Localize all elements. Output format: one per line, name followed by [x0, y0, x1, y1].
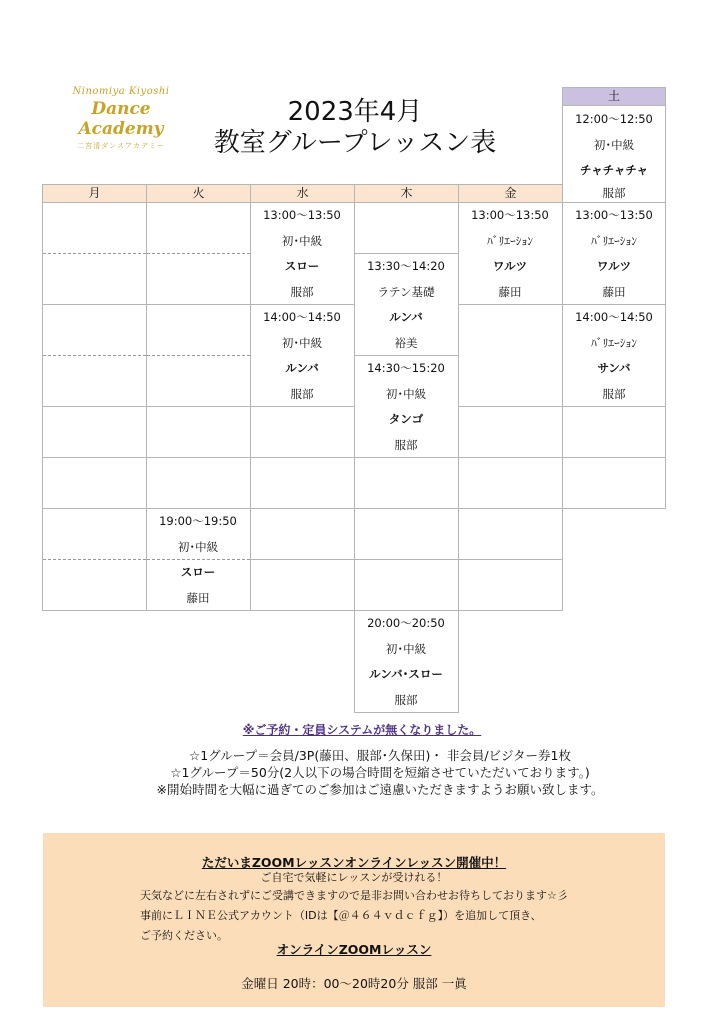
sat-top-dance: チャチャチャ — [580, 163, 648, 177]
thu3-level: 初･中級 — [385, 642, 427, 656]
wed2-teacher: 服部 — [290, 387, 314, 401]
tue3-time: 19:00～19:50 — [159, 514, 237, 528]
sat1-time: 13:00～13:50 — [575, 208, 653, 222]
sat1-level: ﾊﾞﾘｴｰｼｮﾝ — [591, 234, 637, 248]
thu-slot-0 — [354, 202, 459, 254]
tue3-teacher: 藤田 — [186, 591, 210, 605]
header-thursday: 木 — [354, 184, 459, 203]
note-line-2: ☆1グループ＝50分(2人以下の場合時間を短縮させていただいております。) — [170, 765, 590, 780]
fri1-teacher: 藤田 — [498, 285, 522, 299]
mon-slot-4 — [42, 457, 147, 509]
thu2-level: 初･中級 — [385, 387, 427, 401]
sat2-dance: サンバ — [597, 361, 631, 375]
wed-slot-4 — [250, 457, 355, 509]
online-line-2: ご自宅で気軽にレッスンが受けれる！ — [260, 871, 448, 884]
fri-slot-2 — [458, 304, 563, 407]
online-schedule: 金曜日 20時：00～20時20分 服部 一眞 — [241, 976, 467, 991]
row-divider — [147, 559, 250, 560]
thu3-dance: ルンバ･スロー — [369, 667, 443, 681]
wed-slot-3 — [250, 406, 355, 458]
tue-slot-3 — [146, 406, 251, 458]
note-line-1: ☆1グループ＝会員/3P(藤田、服部･久保田)・ 非会員/ビジター券1枚 — [188, 748, 571, 763]
online-line-4: 事前にＬＩＮＥ公式アカウント（IDは【＠４６４ｖｄｃｆｇ】）を追加して頂き、 — [140, 909, 542, 922]
tue3-dance: スロー — [180, 565, 216, 579]
thu1-teacher: 裕美 — [394, 336, 418, 350]
sat2-time: 14:00～14:50 — [575, 310, 653, 324]
reservation-notice: ※ご予約・定員システムが無くなりました。 — [242, 723, 482, 737]
thu3-time: 20:00～20:50 — [367, 616, 445, 630]
sat-top-teacher: 服部 — [602, 186, 626, 200]
sat1-teacher: 藤田 — [602, 285, 626, 299]
online-line-5: ご予約ください。 — [140, 929, 228, 942]
wed2-dance: ルンバ — [285, 361, 319, 375]
thu-slot-5 — [354, 559, 459, 611]
wed-slot-6 — [250, 559, 355, 611]
thu1-time: 13:30～14:20 — [367, 259, 445, 273]
wed1-teacher: 服部 — [290, 285, 314, 299]
row-divider — [43, 355, 146, 356]
header-saturday: 土 — [562, 87, 666, 106]
wed2-level: 初･中級 — [281, 336, 323, 350]
online-lesson-box — [43, 833, 665, 1007]
note-line-3: ※開始時間を大幅に過ぎてのご参加はご遠慮いただきますようお願い致します。 — [156, 782, 604, 797]
logo-line-3: 二宮清ダンスアカデミー — [77, 142, 165, 150]
wed2-time: 14:00～14:50 — [263, 310, 341, 324]
thu2-time: 14:30～15:20 — [367, 361, 445, 375]
thu1-level: ラテン基礎 — [377, 285, 435, 299]
rules-notes — [100, 747, 660, 798]
thu3-teacher: 服部 — [394, 693, 418, 707]
fri-slot-5 — [458, 508, 563, 560]
wed1-level: 初･中級 — [281, 234, 323, 248]
online-headline: ただいまZOOMレッスンオンラインレッスン開催中！ — [201, 855, 507, 870]
online-subtitle: オンラインZOOMレッスン — [276, 942, 432, 957]
fri-slot-6 — [458, 559, 563, 611]
row-divider — [43, 559, 146, 560]
logo-line-1: Ninomiya Kiyoshi — [72, 86, 170, 97]
tue3-level: 初･中級 — [177, 540, 219, 554]
wed1-time: 13:00～13:50 — [263, 208, 341, 222]
thu2-dance: タンゴ — [388, 412, 424, 426]
header-friday: 金 — [458, 184, 563, 203]
sat-top-level: 初･中級 — [593, 138, 635, 152]
sat2-teacher: 服部 — [602, 387, 626, 401]
fri-slot-4 — [458, 457, 563, 509]
sat1-dance: ワルツ — [596, 259, 632, 273]
academy-logo — [56, 86, 186, 150]
page-title-month: 2023年4月 — [287, 97, 423, 127]
tue-slot-4 — [146, 457, 251, 509]
fri-slot-3 — [458, 406, 563, 458]
online-line-3: 天気などに左右されずにご受講できますので是非お問い合わせお待ちしております☆彡 — [140, 889, 568, 902]
thu1-dance: ルンバ — [389, 310, 423, 324]
sat-slot-4 — [562, 457, 666, 509]
header-wednesday: 水 — [250, 184, 355, 203]
page-title: 教室グループレッスン表 — [213, 128, 497, 158]
fri1-level: ﾊﾞﾘｴｰｼｮﾝ — [487, 234, 533, 248]
fri1-dance: ワルツ — [492, 259, 528, 273]
sat2-level: ﾊﾞﾘｴｰｼｮﾝ — [591, 336, 637, 350]
logo-line-2: Dance Academy — [78, 99, 164, 139]
header-tuesday: 火 — [146, 184, 251, 203]
sat-slot-3 — [562, 406, 666, 458]
thu-slot-3 — [354, 457, 459, 509]
row-divider — [43, 253, 146, 254]
header-monday: 月 — [42, 184, 147, 203]
thu-slot-4 — [354, 508, 459, 560]
sat-top-time: 12:00～12:50 — [575, 112, 653, 126]
mon-slot-3 — [42, 406, 147, 458]
thu2-teacher: 服部 — [394, 438, 418, 452]
row-divider — [147, 253, 250, 254]
wed1-dance: スロー — [284, 259, 320, 273]
wed-slot-5 — [250, 508, 355, 560]
fri1-time: 13:00～13:50 — [471, 208, 549, 222]
row-divider — [147, 355, 250, 356]
